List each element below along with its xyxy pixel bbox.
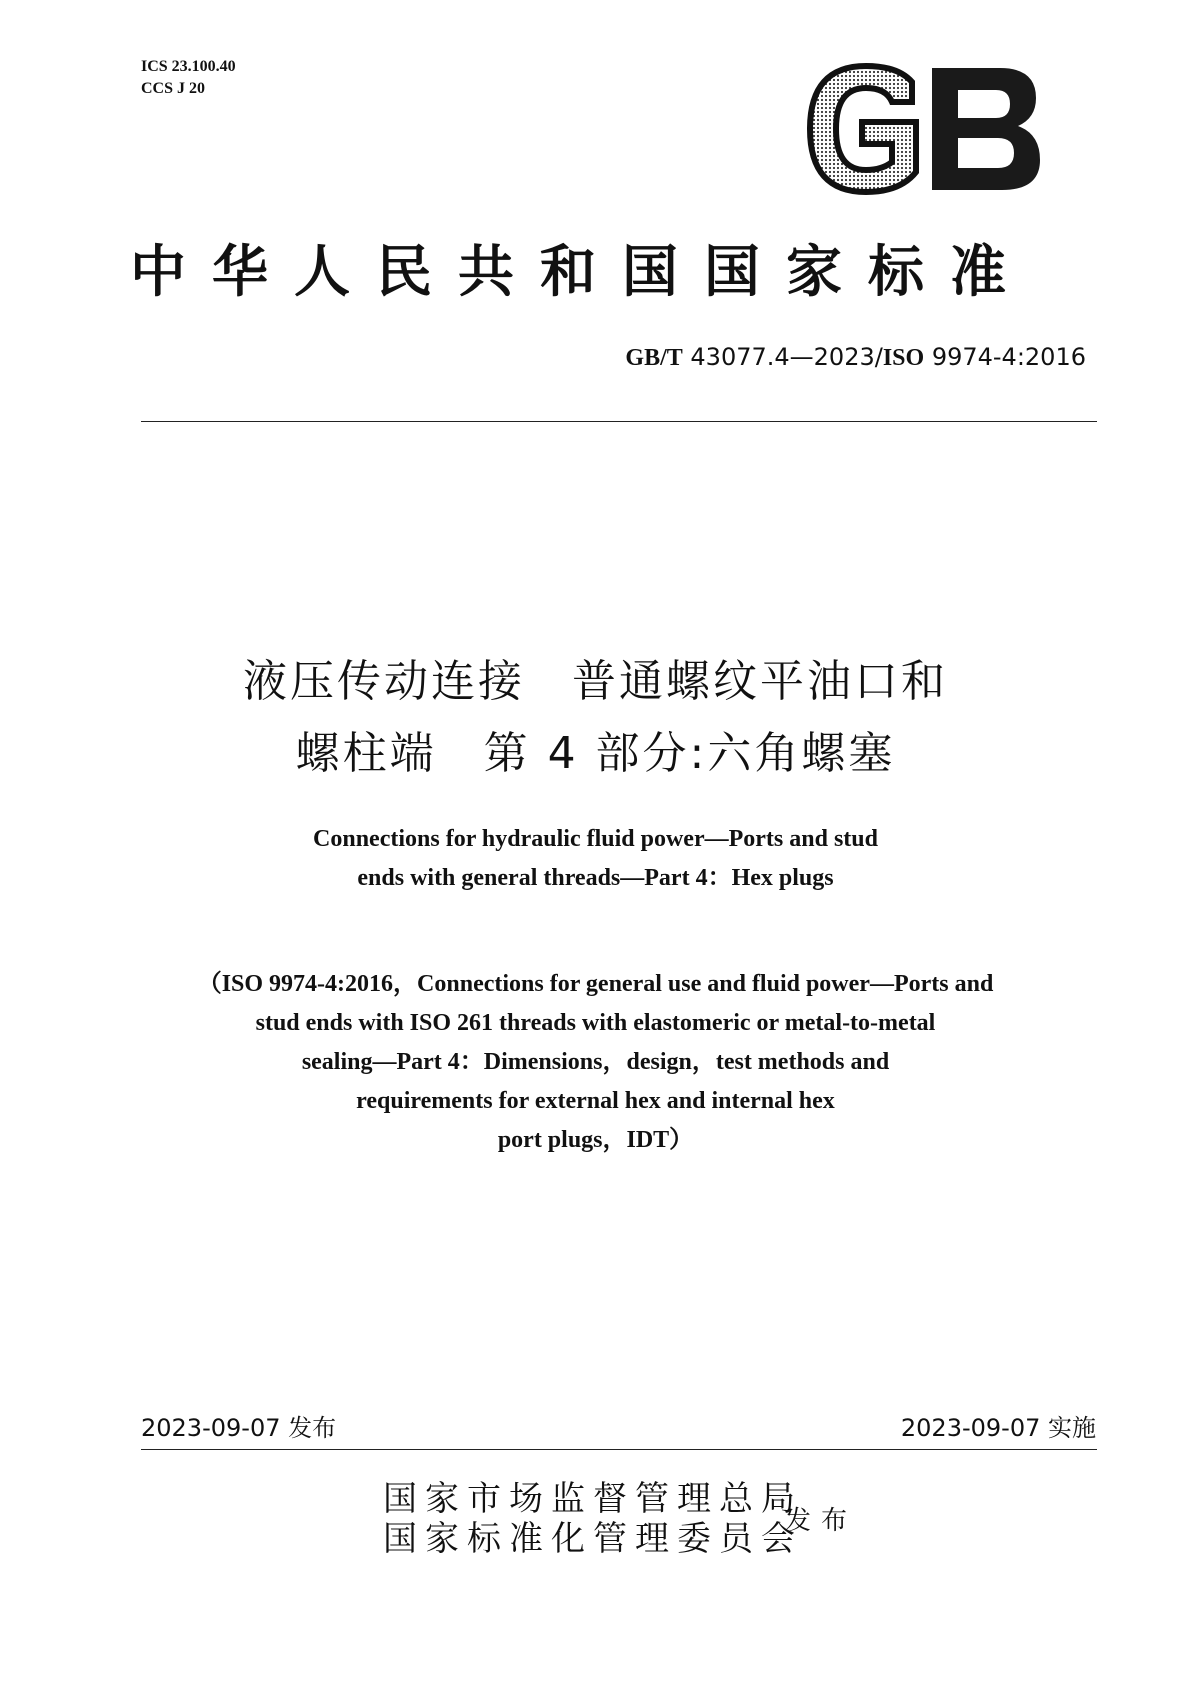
iso-reference-line-2: stud ends with ISO 261 threads with elastomeric or metal-to-metal [255,1010,936,1036]
gb-logo-b-shape [932,68,1040,190]
ccs-code: CCS J 20 [141,80,206,97]
english-title-line-1: Connections for hydraulic fluid power—Ports and stud [313,826,878,852]
std-prefix: GB/T [625,345,683,371]
bottom-divider [141,1449,1097,1450]
chinese-title-line-2: 螺柱端 第 4 部分:六角螺塞 [295,728,896,779]
ics-code: ICS 23.100.40 [141,58,236,75]
english-title [0,820,1191,898]
issue-label: 发布 [785,1506,858,1535]
std-iso-number: 9974-4:2016 [924,343,1086,371]
top-divider [141,421,1097,422]
issuer-line-2: 国家标准化管理委员会 [383,1521,803,1558]
chinese-title-line-1: 液压传动连接 普通螺纹平油口和 [243,656,948,707]
iso-reference-line-5: port plugs，IDT） [497,1127,694,1153]
gb-logo [800,62,1040,196]
publish-date: 2023-09-07 发布 [141,1414,337,1442]
iso-reference [0,965,1191,1160]
english-title-line-2: ends with general threads—Part 4：Hex plugs [357,865,834,891]
implementation-date: 2023-09-07 实施 [900,1414,1096,1442]
iso-reference-line-1: （ISO 9974-4:2016，Connections for general use and fluid power—Ports and [197,971,994,997]
std-number: 43077.4—2023/ [682,343,883,371]
issuer-line-1: 国家市场监督管理总局 [383,1481,803,1518]
issuing-authorities [383,1480,803,1560]
iso-reference-line-3: sealing—Part 4：Dimensions，design，test methods and [301,1049,890,1075]
gb-logo-g-shape [810,66,916,192]
iso-reference-line-4: requirements for external hex and internal hex [356,1088,835,1114]
ics-ccs-codes [141,56,236,100]
national-standard-title: 中华人民共和国国家标准 [130,242,1032,304]
standard-number [625,343,1086,372]
std-iso-prefix: ISO [882,345,925,371]
